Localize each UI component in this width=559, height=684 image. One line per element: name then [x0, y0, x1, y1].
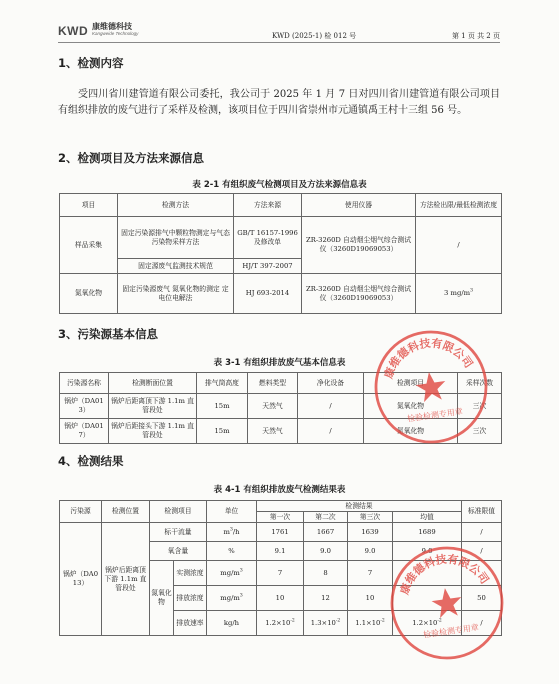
section-2-title: 2、检测项目及方法来源信息 — [58, 151, 205, 165]
limit-value: 3 mg/m — [444, 289, 471, 297]
unit-superscript: 3 — [239, 568, 243, 574]
header-results: 检测结果 — [257, 501, 462, 512]
table-header-cell: 项目 — [60, 194, 118, 217]
header-run: 第一次 — [257, 512, 304, 523]
value-cell: 1689 — [393, 523, 462, 542]
header-item: 检测项目 — [150, 501, 207, 523]
limit-cell: / — [462, 542, 502, 561]
sub-item-cell: 实测浓度 — [174, 561, 207, 586]
sub-item-cell: 排放速率 — [174, 611, 207, 636]
source-cell: HJ/T 397-2007 — [234, 259, 302, 274]
limit-cell: / — [416, 217, 502, 274]
value-cell: 10 — [348, 586, 393, 611]
table-4-1-caption: 表 4-1 有组织排放废气检测结果表 — [213, 485, 346, 495]
table-2-1 — [59, 193, 502, 314]
value-text: 1.2×10 — [412, 618, 438, 627]
table-2-1-caption: 表 2-1 有组织废气检测项目及方法来源信息表 — [192, 180, 367, 190]
unit-superscript: 3 — [239, 593, 243, 599]
table-row — [60, 217, 502, 259]
svg-text:康维德科技有限公司 — [392, 546, 493, 598]
unit-cell — [207, 586, 257, 611]
method-cell: 固定污染源废气 氮氧化物的测定 定电位电解法 — [118, 274, 234, 314]
unit-cell: kg/h — [207, 611, 257, 636]
item-cell: 氧含量 — [150, 542, 207, 561]
table-cell: 锅炉后距离顶下游 1.1m 直管段处 — [109, 394, 197, 419]
value-cell: 9.1 — [257, 542, 304, 561]
table-header-cell: 检测项目 — [364, 373, 458, 394]
unit-text: /h — [232, 527, 240, 536]
instrument-cell: ZR-3260D 自动烟尘烟气综合测试仪（3260D19069053） — [302, 274, 416, 314]
seal-bottom-company-name: 康维德科技有限公司 — [397, 552, 492, 597]
header-source: 污染源 — [60, 501, 102, 523]
value-cell: 7 — [257, 561, 304, 586]
unit-cell — [207, 561, 257, 586]
value-text: 1.3×10 — [310, 618, 336, 627]
seal-bottom-subtitle: 检验检测专用章 — [422, 622, 480, 640]
table-cell: / — [298, 419, 364, 444]
unit-cell: % — [207, 542, 257, 561]
nox-group-cell: 氮氧化物 — [150, 561, 174, 636]
table-cell: 15m — [197, 394, 248, 419]
table-header-cell: 排气筒高度 — [197, 373, 248, 394]
section-1-title: 1、检测内容 — [58, 56, 124, 70]
table-cell: 锅炉（DA013） — [60, 394, 109, 419]
item-cell: 氮氧化物 — [60, 274, 118, 314]
table-header-cell: 污染源名称 — [60, 373, 109, 394]
unit-cell — [207, 523, 257, 542]
table-cell: 天然气 — [248, 394, 298, 419]
item-cell: 样品采集 — [60, 217, 118, 274]
value-cell: 1761 — [257, 523, 304, 542]
source-cell: HJ 693-2014 — [234, 274, 302, 314]
header-run: 均值 — [393, 512, 462, 523]
section-4-title: 4、检测结果 — [58, 454, 124, 468]
value-cell: 8 — [304, 561, 348, 586]
table-cell: 锅炉后距接头下游 1.1m 直管段处 — [109, 419, 197, 444]
report-number: KWD (2025-1) 检 012 号 — [272, 32, 357, 40]
table-header-cell: 使用仪器 — [302, 194, 416, 217]
value-cell: 12 — [304, 586, 348, 611]
page-info: 第 1 页 共 2 页 — [451, 32, 500, 40]
table-header-cell: 检测断面位置 — [109, 373, 197, 394]
table-row — [60, 274, 502, 314]
table-cell: / — [298, 394, 364, 419]
table-cell: 三次 — [458, 394, 502, 419]
limit-cell: / — [462, 611, 502, 636]
sub-item-cell: 排放浓度 — [174, 586, 207, 611]
limit-cell — [416, 274, 502, 314]
instrument-cell: ZR-3260D 自动烟尘烟气综合测试仪（3260D19069053） — [302, 217, 416, 274]
company-seal-top — [366, 322, 496, 452]
seal-top-subtitle: 检验检测专用章 — [406, 406, 464, 424]
value-superscript: -2 — [380, 618, 385, 624]
limit-cell: 50 — [462, 586, 502, 611]
logo-chinese-name: 康维德科技 — [92, 22, 132, 31]
unit-text: m — [223, 527, 230, 536]
table-header-row — [60, 194, 502, 217]
seal-top-company-name: 康维德科技有限公司 — [381, 336, 476, 381]
logo-letters: KWD — [58, 24, 89, 38]
limit-cell: / — [462, 523, 502, 542]
item-cell: 标干流量 — [150, 523, 207, 542]
source-cell: 锅炉（DA013） — [60, 523, 102, 636]
section-1-paragraph: 受四川省川建管道有限公司委托，我公司于 2025 年 1 月 7 日对四川省川建管道有限公司项目有组织排放的废气进行了采样及检测，该项目位于四川省崇州市元通镇禹王村十三组 56 号。 — [58, 89, 500, 116]
table-header-cell: 采样次数 — [458, 373, 502, 394]
table-header-cell: 净化设备 — [298, 373, 364, 394]
value-cell: 1639 — [348, 523, 393, 542]
value-superscript: -2 — [335, 618, 341, 624]
table-cell: 15m — [197, 419, 248, 444]
limit-unit-superscript: 3 — [470, 288, 473, 294]
value-cell: 1667 — [304, 523, 348, 542]
unit-text: mg/m — [220, 568, 240, 577]
value-cell: 9.0 — [393, 542, 462, 561]
company-logo — [58, 22, 139, 40]
value-cell: 9.0 — [348, 542, 393, 561]
header-unit: 单位 — [207, 501, 257, 523]
source-cell: GB/T 16157-1996 及修改单 — [234, 217, 302, 259]
table-cell: 三次 — [458, 419, 502, 444]
svg-text:康维德科技有限公司 — [376, 330, 477, 382]
company-seal-bottom — [382, 538, 512, 668]
value-text: 1.1×10 — [355, 618, 381, 627]
method-cell: 固定源废气监测技术规范 — [118, 259, 234, 274]
header-run: 第二次 — [304, 512, 348, 523]
header-location: 检测位置 — [102, 501, 150, 523]
section-3-title: 3、污染源基本信息 — [58, 327, 159, 341]
table-header-cell: 检测方法 — [118, 194, 234, 217]
method-cell: 固定污染源排气中颗粒物测定与气态污染物采样方法 — [118, 217, 234, 259]
table-header-row — [60, 501, 502, 512]
value-superscript: -2 — [290, 618, 295, 624]
value-superscript: -2 — [437, 618, 442, 624]
table-3-1-caption: 表 3-1 有组织排放废气基本信息表 — [213, 358, 346, 368]
unit-text: mg/m — [220, 593, 240, 602]
value-cell: 9.0 — [304, 542, 348, 561]
page-header — [58, 22, 500, 43]
table-header-cell: 燃料类型 — [248, 373, 298, 394]
value-cell: 7 — [348, 561, 393, 586]
table-cell: 氮氧化物 — [364, 419, 458, 444]
table-cell: 天然气 — [248, 419, 298, 444]
header-standard: 标准限值 — [462, 501, 502, 523]
table-cell: 锅炉（DA017） — [60, 419, 109, 444]
value-cell: 10 — [257, 586, 304, 611]
unit-superscript: 3 — [229, 527, 233, 533]
table-header-cell: 方法来源 — [234, 194, 302, 217]
value-text: 1.2×10 — [265, 618, 291, 627]
value-cell — [257, 611, 304, 636]
header-run: 第三次 — [348, 512, 393, 523]
table-header-cell: 方法检出限/最低检测浓度 — [416, 194, 502, 217]
logo-english-name: Kangweide Technology — [92, 31, 139, 36]
value-cell — [304, 611, 348, 636]
table-cell: 氮氧化物 — [364, 394, 458, 419]
location-cell: 锅炉后距离顶下游 1.1m 直管段处 — [102, 523, 150, 636]
